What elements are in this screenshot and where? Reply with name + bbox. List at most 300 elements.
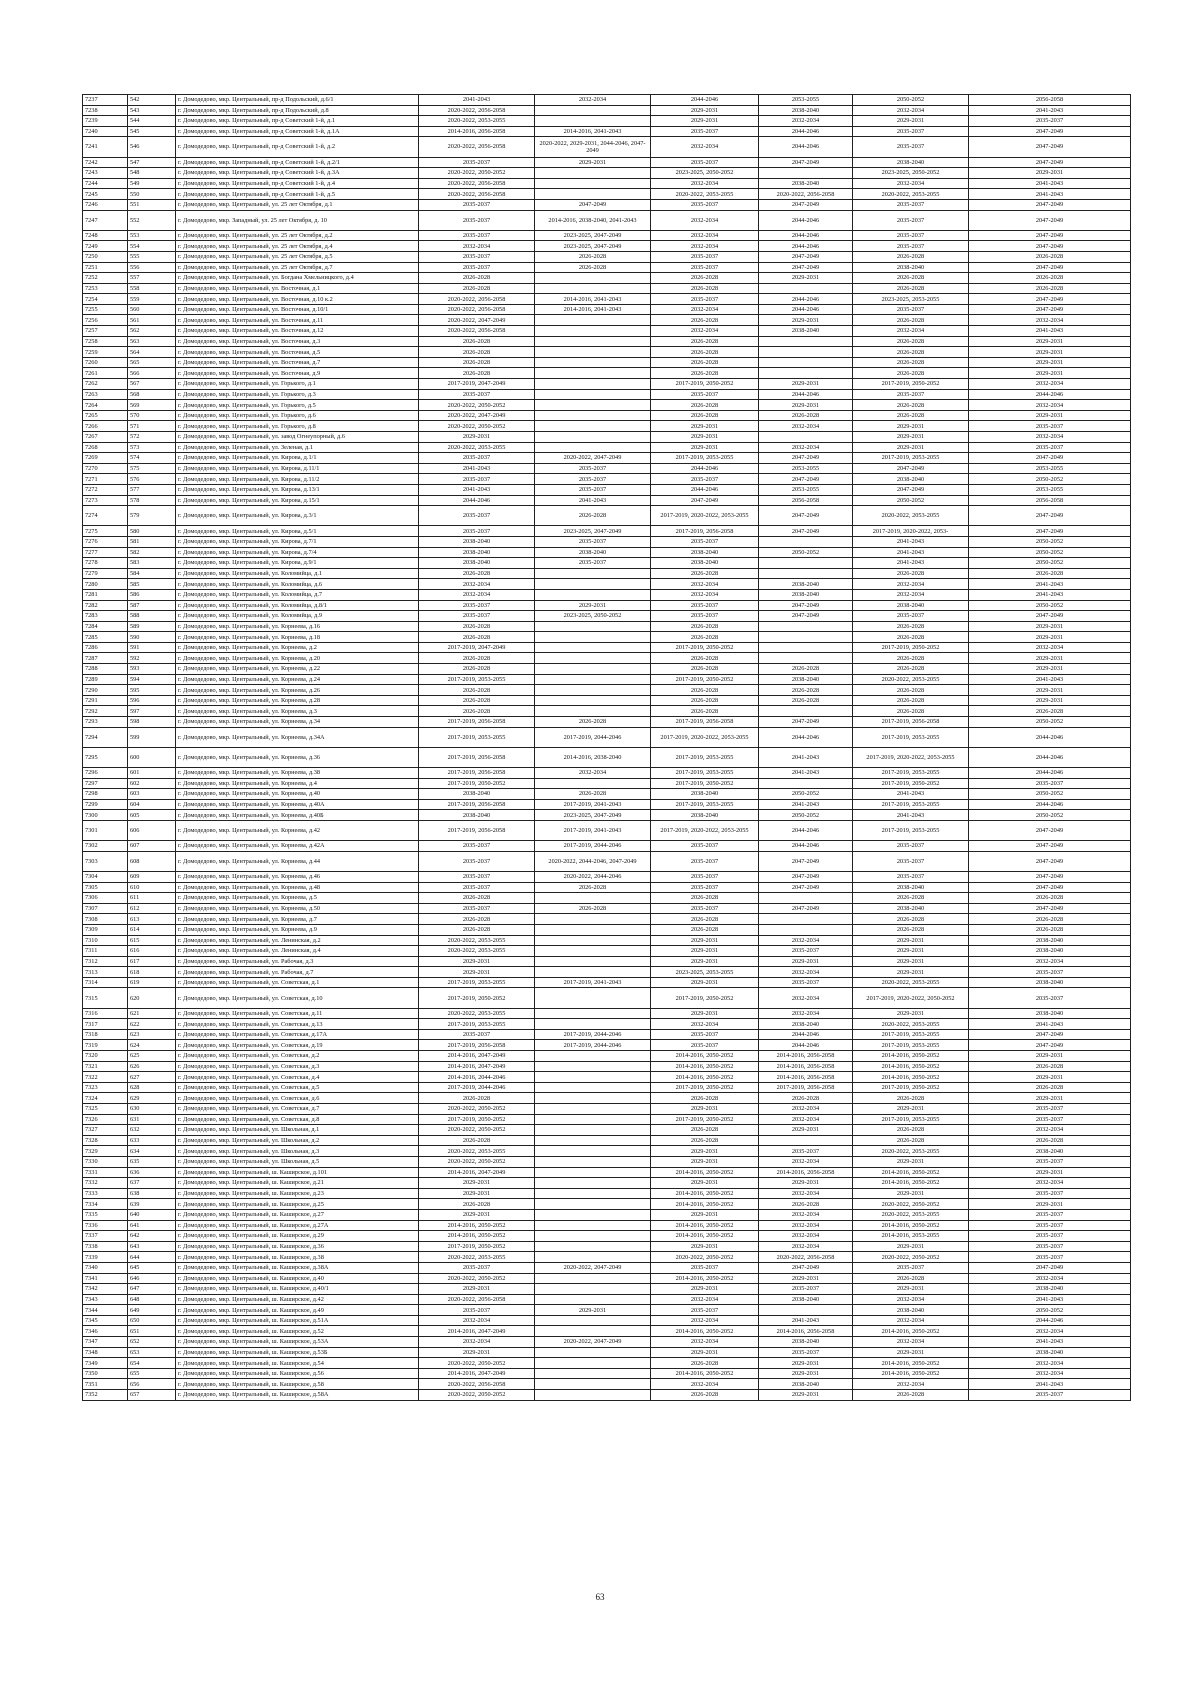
house-id-cell: 610 [128,882,176,893]
house-id-cell: 602 [128,778,176,789]
period-cell: 2017-2019, 2056-2058 [419,799,535,810]
period-cell: 2047-2049 [759,611,853,622]
row-number-cell: 7319 [83,1040,128,1051]
address-cell: г. Домодедово, мкр. Центральный, ул. Советская, д.4 [176,1072,419,1083]
register-sheet [82,94,1130,1401]
table-row [83,1178,1131,1189]
row-number-cell: 7252 [83,273,128,284]
period-cell: 2035-2037 [969,1104,1131,1115]
period-cell: 2026-2028 [651,347,759,358]
period-cell [759,653,853,664]
period-cell: 2047-2049 [969,903,1131,914]
period-cell: 2032-2034 [651,1379,759,1390]
period-cell: 2038-2040 [759,1337,853,1348]
period-cell: 2032-2034 [759,442,853,453]
period-cell: 2035-2037 [535,463,651,474]
period-cell: 2026-2028 [651,653,759,664]
period-cell: 2023-2025, 2050-2052 [853,168,969,179]
row-number-cell: 7300 [83,810,128,821]
row-number-cell: 7307 [83,903,128,914]
table-row [83,137,1131,157]
period-cell: 2035-2037 [759,1284,853,1295]
period-cell: 2038-2040 [419,547,535,558]
period-cell: 2047-2049 [759,903,853,914]
address-cell: г. Домодедово, мкр. Центральный, ул. Коломийца, д.8/1 [176,600,419,611]
period-cell [759,368,853,379]
period-cell [535,914,651,925]
period-cell: 2047-2049 [969,506,1131,526]
period-cell: 2044-2046 [651,95,759,106]
row-number-cell: 7314 [83,977,128,988]
period-cell: 2017-2019, 2053-2055 [853,1040,969,1051]
period-cell: 2035-2037 [419,882,535,893]
period-cell: 2032-2034 [651,210,759,230]
period-cell: 2044-2046 [759,126,853,137]
period-cell: 2026-2028 [853,685,969,696]
row-number-cell: 7240 [83,126,128,137]
table-row [83,432,1131,443]
period-cell: 2023-2025, 2047-2049 [535,526,651,537]
row-number-cell: 7350 [83,1368,128,1379]
address-cell: г. Домодедово, мкр. Центральный, ш. Каширское, д.29 [176,1231,419,1242]
table-row [83,871,1131,882]
period-cell: 2032-2034 [969,432,1131,443]
period-cell: 2032-2034 [853,105,969,116]
period-cell: 2017-2019, 2056-2058 [651,717,759,728]
period-cell: 2035-2037 [853,871,969,882]
house-id-cell: 624 [128,1040,176,1051]
period-cell: 2017-2019, 2053-2055 [853,799,969,810]
period-cell: 2029-2031 [651,116,759,127]
house-id-cell: 556 [128,262,176,273]
period-cell: 2047-2049 [535,199,651,210]
period-cell [535,1326,651,1337]
period-cell: 2017-2019, 2056-2058 [853,717,969,728]
period-cell: 2020-2022, 2044-2046 [535,871,651,882]
period-cell: 2014-2016, 2056-2058 [759,1061,853,1072]
period-cell: 2053-2055 [969,463,1131,474]
row-number-cell: 7345 [83,1315,128,1326]
period-cell: 2026-2028 [969,251,1131,262]
period-cell: 2014-2016, 2050-2052 [853,1061,969,1072]
period-cell [535,695,651,706]
period-cell: 2029-2031 [853,967,969,978]
house-id-cell: 575 [128,463,176,474]
table-row [83,568,1131,579]
period-cell: 2017-2019, 2053-2055 [853,1029,969,1040]
period-cell: 2020-2022, 2053-2055 [853,189,969,200]
period-cell: 2014-2016, 2050-2052 [651,1051,759,1062]
period-cell: 2029-2031 [969,410,1131,421]
period-cell: 2017-2019, 2020-2022, 2053-2055 [651,820,759,840]
period-cell: 2047-2049 [969,820,1131,840]
period-cell: 2032-2034 [969,642,1131,653]
period-cell [535,1008,651,1019]
row-number-cell: 7248 [83,230,128,241]
house-id-cell: 574 [128,453,176,464]
period-cell: 2050-2052 [759,810,853,821]
address-cell: г. Домодедово, мкр. Центральный, ш. Каширское, д.53Б [176,1347,419,1358]
period-cell [535,579,651,590]
address-cell: г. Домодедово, мкр. Центральный, ул. Коломийца, д.7 [176,589,419,600]
table-row [83,1167,1131,1178]
period-cell: 2026-2028 [419,893,535,904]
house-id-cell: 647 [128,1284,176,1295]
period-cell [535,706,651,717]
period-cell: 2026-2028 [419,685,535,696]
period-cell: 2014-2016, 2041-2043 [535,294,651,305]
period-cell: 2035-2037 [419,871,535,882]
address-cell: г. Домодедово, мкр. Центральный, ул. Корнеева, д.9 [176,924,419,935]
period-cell: 2035-2037 [759,977,853,988]
period-cell [535,1019,651,1030]
row-number-cell: 7348 [83,1347,128,1358]
period-cell: 2041-2043 [969,1379,1131,1390]
period-cell: 2032-2034 [969,1273,1131,1284]
period-cell: 2050-2052 [853,95,969,106]
table-row [83,1347,1131,1358]
period-cell: 2029-2031 [969,664,1131,675]
period-cell: 2047-2049 [969,126,1131,137]
period-cell: 2032-2034 [759,1209,853,1220]
period-cell: 2014-2016, 2050-2052 [651,1199,759,1210]
house-id-cell: 594 [128,674,176,685]
address-cell: г. Домодедово, мкр. Центральный, ул. 25 лет Октября, д.7 [176,262,419,273]
period-cell: 2017-2019, 2053-2055 [419,1019,535,1030]
row-number-cell: 7249 [83,241,128,252]
period-cell: 2026-2028 [535,717,651,728]
table-row [83,1061,1131,1072]
period-cell: 2014-2016, 2050-2052 [651,1220,759,1231]
house-id-cell: 549 [128,178,176,189]
period-cell: 2014-2016, 2038-2040, 2041-2043 [535,210,651,230]
period-cell: 2014-2016, 2050-2052 [651,1188,759,1199]
period-cell: 2035-2037 [651,474,759,485]
row-number-cell: 7316 [83,1008,128,1019]
period-cell [759,706,853,717]
table-row [83,453,1131,464]
period-cell: 2029-2031 [969,336,1131,347]
repair-schedule-table [82,94,1131,1401]
period-cell: 2050-2052 [969,789,1131,800]
house-id-cell: 633 [128,1135,176,1146]
house-id-cell: 635 [128,1156,176,1167]
period-cell: 2041-2043 [853,789,969,800]
period-cell: 2020-2022, 2047-2049 [419,315,535,326]
address-cell: г. Домодедово, мкр. Центральный, ул. Корнеева, д.26 [176,685,419,696]
period-cell: 2029-2031 [759,1390,853,1401]
house-id-cell: 589 [128,621,176,632]
row-number-cell: 7274 [83,506,128,526]
period-cell: 2041-2043 [969,178,1131,189]
period-cell: 2050-2052 [969,547,1131,558]
period-cell: 2026-2028 [535,262,651,273]
address-cell: г. Домодедово, мкр. Центральный, пр-д Советский 1-й, д.2 [176,137,419,157]
row-number-cell: 7278 [83,558,128,569]
house-id-cell: 600 [128,747,176,767]
period-cell: 2026-2028 [853,695,969,706]
period-cell: 2032-2034 [853,589,969,600]
period-cell: 2041-2043 [969,579,1131,590]
house-id-cell: 654 [128,1358,176,1369]
period-cell: 2035-2037 [651,871,759,882]
row-number-cell: 7251 [83,262,128,273]
period-cell: 2035-2037 [651,262,759,273]
address-cell: г. Домодедово, мкр. Центральный, ш. Каширское, д.40 [176,1273,419,1284]
period-cell: 2026-2028 [969,914,1131,925]
table-row [83,178,1131,189]
address-cell: г. Домодедово, мкр. Центральный, ул. Восточная, д.5 [176,347,419,358]
period-cell: 2047-2049 [759,717,853,728]
house-id-cell: 601 [128,768,176,779]
house-id-cell: 656 [128,1379,176,1390]
period-cell [535,189,651,200]
period-cell: 2032-2034 [651,241,759,252]
address-cell: г. Домодедово, мкр. Центральный, ул. Советская, д.19 [176,1040,419,1051]
period-cell: 2029-2031 [651,1284,759,1295]
period-cell: 2017-2019, 2041-2043 [535,820,651,840]
period-cell: 2029-2031 [853,946,969,957]
period-cell: 2032-2034 [535,95,651,106]
period-cell: 2047-2049 [969,304,1131,315]
address-cell: г. Домодедово, мкр. Центральный, ул. Кирова, д.1/1 [176,453,419,464]
period-cell: 2032-2034 [853,178,969,189]
row-number-cell: 7247 [83,210,128,230]
house-id-cell: 573 [128,442,176,453]
house-id-cell: 623 [128,1029,176,1040]
period-cell: 2017-2019, 2050-2052 [853,778,969,789]
period-cell [535,653,651,664]
row-number-cell: 7269 [83,453,128,464]
house-id-cell: 616 [128,946,176,957]
period-cell: 2035-2037 [419,851,535,871]
period-cell: 2035-2037 [535,484,651,495]
address-cell: г. Домодедово, мкр. Центральный, ул. Восточная, д.10 к.2 [176,294,419,305]
row-number-cell: 7324 [83,1093,128,1104]
house-id-cell: 615 [128,935,176,946]
period-cell [759,432,853,443]
address-cell: г. Домодедово, мкр. Центральный, ул. завод Огнеупорный, д.6 [176,432,419,443]
row-number-cell: 7282 [83,600,128,611]
period-cell: 2014-2016, 2047-2049 [419,1326,535,1337]
house-id-cell: 595 [128,685,176,696]
period-cell [535,632,651,643]
table-row [83,315,1131,326]
house-id-cell: 598 [128,717,176,728]
row-number-cell: 7281 [83,589,128,600]
period-cell: 2041-2043 [969,589,1131,600]
period-cell: 2014-2016, 2050-2052 [419,1231,535,1242]
address-cell: г. Домодедово, мкр. Центральный, ул. Корнеева, д.40Б [176,810,419,821]
row-number-cell: 7333 [83,1188,128,1199]
address-cell: г. Домодедово, мкр. Центральный, ул. Кирова, д.13/1 [176,484,419,495]
period-cell [535,336,651,347]
period-cell: 2026-2028 [759,1093,853,1104]
house-id-cell: 627 [128,1072,176,1083]
row-number-cell: 7332 [83,1178,128,1189]
period-cell: 2047-2049 [759,251,853,262]
period-cell: 2044-2046 [969,727,1131,747]
period-cell: 2038-2040 [419,536,535,547]
table-row [83,1284,1131,1295]
period-cell: 2035-2037 [419,903,535,914]
period-cell: 2044-2046 [759,137,853,157]
period-cell: 2026-2028 [651,400,759,411]
period-cell: 2020-2022, 2053-2055 [853,1019,969,1030]
period-cell: 2035-2037 [853,126,969,137]
period-cell: 2020-2022, 2050-2052 [419,1273,535,1284]
table-row [83,706,1131,717]
period-cell: 2026-2028 [651,273,759,284]
period-cell: 2029-2031 [651,1209,759,1220]
period-cell: 2014-2016, 2056-2058 [759,1051,853,1062]
period-cell: 2032-2034 [651,230,759,241]
period-cell [535,273,651,284]
table-row [83,1125,1131,1136]
period-cell: 2020-2022, 2056-2058 [419,1294,535,1305]
row-number-cell: 7262 [83,379,128,390]
period-cell: 2029-2031 [419,1347,535,1358]
table-row [83,956,1131,967]
row-number-cell: 7264 [83,400,128,411]
period-cell: 2029-2031 [853,1156,969,1167]
period-cell: 2035-2037 [419,251,535,262]
house-id-cell: 580 [128,526,176,537]
address-cell: г. Домодедово, мкр. Центральный, ул. 25 лет Октября, д.2 [176,230,419,241]
period-cell: 2017-2019, 2050-2052 [853,379,969,390]
period-cell: 2029-2031 [969,357,1131,368]
period-cell: 2035-2037 [759,946,853,957]
period-cell: 2026-2028 [419,368,535,379]
address-cell: г. Домодедово, мкр. Центральный, ул. Восточная, д.12 [176,326,419,337]
period-cell: 2026-2028 [419,664,535,675]
house-id-cell: 543 [128,105,176,116]
address-cell: г. Домодедово, мкр. Центральный, ш. Каширское, д.27А [176,1220,419,1231]
row-number-cell: 7321 [83,1061,128,1072]
period-cell: 2029-2031 [969,653,1131,664]
period-cell: 2035-2037 [419,526,535,537]
table-row [83,1262,1131,1273]
period-cell: 2047-2049 [969,137,1131,157]
table-row [83,914,1131,925]
period-cell: 2029-2031 [651,105,759,116]
row-number-cell: 7299 [83,799,128,810]
period-cell: 2017-2019, 2056-2058 [419,1040,535,1051]
period-cell: 2017-2019, 2056-2058 [419,768,535,779]
period-cell: 2026-2028 [853,336,969,347]
row-number-cell: 7346 [83,1326,128,1337]
period-cell [535,935,651,946]
period-cell [535,1294,651,1305]
period-cell: 2020-2022, 2029-2031, 2044-2046, 2047-2049 [535,137,651,157]
period-cell [535,105,651,116]
period-cell: 2044-2046 [651,484,759,495]
period-cell: 2020-2022, 2056-2058 [419,189,535,200]
period-cell: 2053-2055 [969,484,1131,495]
address-cell: г. Домодедово, мкр. Центральный, ул. Коломийца, д.1 [176,568,419,579]
row-number-cell: 7327 [83,1125,128,1136]
period-cell: 2014-2016, 2050-2052 [651,1061,759,1072]
period-cell: 2041-2043 [419,95,535,106]
address-cell: г. Домодедово, мкр. Центральный, ш. Каширское, д.25 [176,1199,419,1210]
period-cell: 2026-2028 [419,653,535,664]
address-cell: г. Домодедово, мкр. Центральный, пр-д Советский 1-й, д.3А [176,168,419,179]
period-cell: 2017-2019, 2041-2043 [535,977,651,988]
period-cell: 2029-2031 [419,1188,535,1199]
period-cell: 2026-2028 [419,336,535,347]
period-cell: 2017-2019, 2044-2046 [419,1082,535,1093]
address-cell: г. Домодедово, мкр. Центральный, ул. Горького, д.8 [176,421,419,432]
period-cell [535,1051,651,1062]
period-cell [535,1390,651,1401]
period-cell: 2032-2034 [419,589,535,600]
table-row [83,967,1131,978]
house-id-cell: 653 [128,1347,176,1358]
period-cell: 2035-2037 [651,251,759,262]
period-cell: 2017-2019, 2050-2052 [651,1082,759,1093]
period-cell: 2035-2037 [969,1390,1131,1401]
table-row [83,1051,1131,1062]
period-cell: 2047-2049 [969,199,1131,210]
period-cell: 2023-2025, 2050-2052 [651,168,759,179]
period-cell: 2038-2040 [759,105,853,116]
address-cell: г. Домодедово, мкр. Центральный, ш. Каширское, д.23 [176,1188,419,1199]
period-cell: 2026-2028 [651,410,759,421]
period-cell: 2035-2037 [969,967,1131,978]
period-cell: 2035-2037 [419,199,535,210]
row-number-cell: 7305 [83,882,128,893]
row-number-cell: 7294 [83,727,128,747]
period-cell: 2014-2016, 2041-2043 [535,304,651,315]
period-cell: 2014-2016, 2047-2049 [419,1167,535,1178]
period-cell [759,168,853,179]
period-cell: 2026-2028 [853,924,969,935]
row-number-cell: 7304 [83,871,128,882]
period-cell: 2026-2028 [651,368,759,379]
house-id-cell: 636 [128,1167,176,1178]
period-cell: 2032-2034 [419,579,535,590]
house-id-cell: 567 [128,379,176,390]
row-number-cell: 7296 [83,768,128,779]
house-id-cell: 649 [128,1305,176,1316]
period-cell: 2023-2025, 2050-2052 [535,611,651,622]
house-id-cell: 630 [128,1104,176,1115]
address-cell: г. Домодедово, мкр. Центральный, ш. Каширское, д.51А [176,1315,419,1326]
period-cell: 2038-2040 [651,547,759,558]
period-cell: 2026-2028 [969,893,1131,904]
house-id-cell: 566 [128,368,176,379]
period-cell: 2026-2028 [853,653,969,664]
row-number-cell: 7286 [83,642,128,653]
address-cell: г. Домодедово, мкр. Центральный, ул. Школьная, д.5 [176,1156,419,1167]
address-cell: г. Домодедово, мкр. Центральный, ул. Корнеева, д.4 [176,778,419,789]
period-cell: 2035-2037 [759,1347,853,1358]
address-cell: г. Домодедово, мкр. Центральный, ул. Советская, д.17А [176,1029,419,1040]
period-cell: 2044-2046 [759,241,853,252]
period-cell: 2041-2043 [969,1019,1131,1030]
house-id-cell: 637 [128,1178,176,1189]
period-cell: 2026-2028 [651,315,759,326]
address-cell: г. Домодедово, мкр. Центральный, ул. Корнеева, д.36 [176,747,419,767]
period-cell: 2035-2037 [651,841,759,852]
table-row [83,168,1131,179]
house-id-cell: 619 [128,977,176,988]
table-row [83,642,1131,653]
period-cell: 2035-2037 [419,1262,535,1273]
period-cell: 2026-2028 [853,400,969,411]
address-cell: г. Домодедово, мкр. Центральный, ш. Каширское, д.56 [176,1368,419,1379]
row-number-cell: 7330 [83,1156,128,1167]
